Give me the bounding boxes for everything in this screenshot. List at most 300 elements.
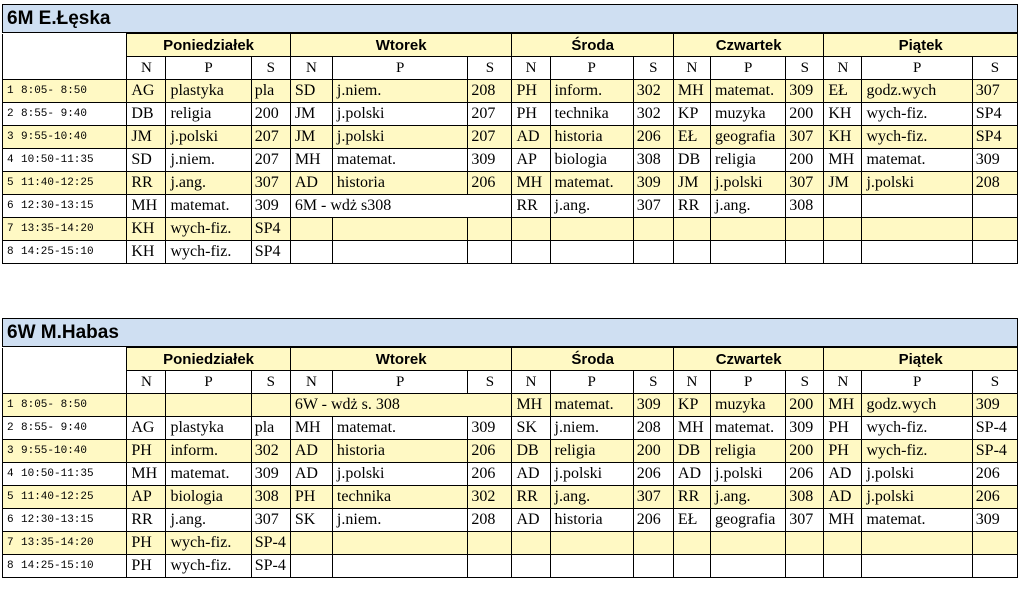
room-cell: SP4 [972, 103, 1017, 126]
room-cell: 302 [633, 80, 673, 103]
subject-cell: j.ang. [550, 486, 633, 509]
day-header: Piątek [824, 34, 1018, 57]
teacher-cell: MH [673, 417, 710, 440]
room-cell: 309 [786, 80, 824, 103]
room-cell: 309 [251, 463, 290, 486]
teacher-cell [673, 241, 710, 264]
teacher-cell: KH [127, 241, 166, 264]
day-header: Czwartek [673, 34, 823, 57]
room-cell: SP4 [251, 241, 290, 264]
teacher-cell [290, 241, 332, 264]
room-cell: 302 [251, 440, 290, 463]
lesson-number: 1 [7, 85, 14, 97]
teacher-cell [824, 241, 862, 264]
room-cell: 208 [468, 509, 512, 532]
lesson-number: 7 [7, 537, 14, 549]
subject-cell: j.ang. [711, 486, 786, 509]
timetable-6w [2, 318, 1018, 578]
teacher-cell: AD [512, 463, 550, 486]
teacher-cell [127, 394, 166, 417]
teacher-cell: KP [673, 394, 710, 417]
room-cell: 309 [972, 394, 1017, 417]
column-header: S [972, 371, 1017, 394]
subject-cell: inform. [550, 80, 633, 103]
teacher-cell [512, 241, 550, 264]
column-header: P [711, 57, 786, 80]
subject-cell: historia [550, 509, 633, 532]
room-cell: 307 [972, 80, 1017, 103]
lesson-time: 8:55- 9:40 [21, 422, 88, 434]
subject-cell: matemat. [550, 172, 633, 195]
lesson-time-cell [3, 394, 127, 417]
lesson-row [3, 218, 1018, 241]
room-cell: SP4 [251, 218, 290, 241]
room-cell: 308 [251, 486, 290, 509]
room-cell: 207 [251, 149, 290, 172]
lesson-row [3, 486, 1018, 509]
teacher-cell: JM [127, 126, 166, 149]
room-cell: 206 [633, 509, 673, 532]
teacher-cell: AD [512, 509, 550, 532]
room-cell [972, 195, 1017, 218]
subject-cell: muzyka [711, 103, 786, 126]
lesson-number: 6 [7, 514, 14, 526]
teacher-cell: KH [824, 126, 862, 149]
teacher-cell: PH [512, 103, 550, 126]
room-cell: 309 [972, 509, 1017, 532]
room-cell: 206 [972, 463, 1017, 486]
teacher-cell: AD [673, 463, 710, 486]
subject-cell: biologia [166, 486, 251, 509]
subject-cell: plastyka [166, 80, 251, 103]
teacher-cell [512, 218, 550, 241]
teacher-cell: MH [824, 149, 862, 172]
subject-cell [332, 555, 467, 578]
room-cell: 308 [786, 195, 824, 218]
subject-cell: historia [332, 440, 467, 463]
lesson-time: 11:40-12:25 [21, 491, 94, 503]
lesson-row [3, 103, 1018, 126]
room-cell [251, 394, 290, 417]
lesson-time: 9:55-10:40 [21, 445, 88, 457]
subject-cell: technika [550, 103, 633, 126]
day-header: Środa [512, 34, 673, 57]
day-header-row [3, 348, 1018, 371]
room-cell: 309 [972, 149, 1017, 172]
subject-cell: wych-fiz. [862, 103, 972, 126]
lesson-row [3, 555, 1018, 578]
teacher-cell: PH [824, 417, 862, 440]
room-cell: 207 [251, 126, 290, 149]
subject-cell: j.polski [862, 463, 972, 486]
room-cell [786, 532, 824, 555]
teacher-cell: JM [290, 103, 332, 126]
lesson-time-cell [3, 486, 127, 509]
subject-cell: j.ang. [166, 172, 251, 195]
teacher-cell: AD [824, 463, 862, 486]
column-header: P [166, 371, 251, 394]
subject-cell [332, 218, 467, 241]
subject-cell: j.ang. [550, 195, 633, 218]
lesson-time: 8:55- 9:40 [21, 108, 88, 120]
room-cell: 309 [633, 172, 673, 195]
column-header: P [550, 57, 633, 80]
teacher-cell: MH [512, 172, 550, 195]
lesson-number: 7 [7, 223, 14, 235]
room-cell [972, 241, 1017, 264]
corner-cell [3, 34, 127, 80]
subject-cell: j.ang. [711, 195, 786, 218]
subject-cell [332, 241, 467, 264]
room-cell: 206 [786, 463, 824, 486]
lesson-time: 10:50-11:35 [21, 154, 94, 166]
column-header: N [673, 57, 710, 80]
room-cell: 309 [251, 195, 290, 218]
lesson-time-cell [3, 463, 127, 486]
teacher-cell: AD [290, 440, 332, 463]
lesson-time: 12:30-13:15 [21, 514, 94, 526]
subject-cell [711, 532, 786, 555]
lesson-time-cell [3, 149, 127, 172]
lesson-row [3, 394, 1018, 417]
teacher-cell [824, 218, 862, 241]
room-cell: 307 [786, 172, 824, 195]
lesson-time: 13:35-14:20 [21, 223, 94, 235]
teacher-cell: MH [290, 417, 332, 440]
subject-cell: j.polski [550, 463, 633, 486]
teacher-cell: PH [824, 440, 862, 463]
subject-cell: wych-fiz. [166, 555, 251, 578]
room-cell: 308 [786, 486, 824, 509]
subject-cell [711, 218, 786, 241]
day-header: Wtorek [290, 348, 512, 371]
room-cell: 206 [633, 463, 673, 486]
room-cell: SP-4 [251, 532, 290, 555]
teacher-cell: MH [824, 509, 862, 532]
column-header: P [711, 371, 786, 394]
teacher-cell: AG [127, 417, 166, 440]
column-header: N [512, 57, 550, 80]
subject-cell: j.polski [332, 463, 467, 486]
timetable-6m [2, 4, 1018, 264]
room-cell: 309 [633, 394, 673, 417]
room-cell: 307 [633, 195, 673, 218]
room-cell: 309 [468, 417, 512, 440]
room-cell: 309 [786, 417, 824, 440]
day-header: Czwartek [673, 348, 823, 371]
teacher-cell: JM [824, 172, 862, 195]
lesson-number: 3 [7, 445, 14, 457]
teacher-cell [290, 555, 332, 578]
corner-cell [3, 348, 127, 394]
subject-cell: wych-fiz. [862, 126, 972, 149]
subject-cell [862, 532, 972, 555]
teacher-cell [673, 532, 710, 555]
lesson-number: 5 [7, 491, 14, 503]
room-cell: 200 [786, 149, 824, 172]
column-header: P [332, 57, 467, 80]
room-cell: 200 [786, 103, 824, 126]
room-cell [972, 218, 1017, 241]
teacher-cell: AD [824, 486, 862, 509]
lesson-time-cell [3, 509, 127, 532]
room-cell: 208 [633, 417, 673, 440]
teacher-cell: MH [127, 195, 166, 218]
lesson-time-cell [3, 80, 127, 103]
room-cell: 208 [468, 80, 512, 103]
column-header: N [290, 371, 332, 394]
room-cell: 200 [251, 103, 290, 126]
room-cell [972, 555, 1017, 578]
lesson-time-cell [3, 172, 127, 195]
room-cell: 307 [251, 509, 290, 532]
subject-cell [550, 241, 633, 264]
lesson-time-cell [3, 241, 127, 264]
teacher-cell: MH [824, 394, 862, 417]
subject-cell: technika [332, 486, 467, 509]
subject-cell: geografia [711, 126, 786, 149]
subject-cell: wych-fiz. [166, 218, 251, 241]
day-header: Wtorek [290, 34, 512, 57]
teacher-cell: AD [512, 126, 550, 149]
teacher-cell: SD [290, 80, 332, 103]
room-cell: 208 [972, 172, 1017, 195]
subject-cell: matemat. [332, 149, 467, 172]
teacher-cell: AP [127, 486, 166, 509]
lesson-number: 2 [7, 422, 14, 434]
room-cell: 207 [468, 126, 512, 149]
lesson-time-cell [3, 440, 127, 463]
teacher-cell [290, 532, 332, 555]
column-header: S [786, 57, 824, 80]
lesson-time-cell [3, 218, 127, 241]
teacher-cell: KH [824, 103, 862, 126]
subject-cell: godz.wych [862, 80, 972, 103]
subject-cell [711, 555, 786, 578]
room-cell: SP-4 [972, 440, 1017, 463]
column-header: S [251, 57, 290, 80]
room-cell [633, 218, 673, 241]
subject-cell: matemat. [550, 394, 633, 417]
teacher-cell: DB [127, 103, 166, 126]
subject-cell: muzyka [711, 394, 786, 417]
teacher-cell: RR [673, 195, 710, 218]
subject-cell: j.polski [711, 463, 786, 486]
room-cell: 309 [468, 149, 512, 172]
room-cell [786, 218, 824, 241]
lesson-row [3, 532, 1018, 555]
teacher-cell: PH [290, 486, 332, 509]
lesson-row [3, 126, 1018, 149]
column-header: S [251, 371, 290, 394]
subject-cell [862, 195, 972, 218]
teacher-cell: RR [512, 195, 550, 218]
column-header: N [127, 371, 166, 394]
teacher-cell: RR [127, 509, 166, 532]
subject-cell: historia [332, 172, 467, 195]
column-header: N [512, 371, 550, 394]
room-cell [633, 555, 673, 578]
teacher-cell: SK [290, 509, 332, 532]
room-cell: pla [251, 417, 290, 440]
lesson-row [3, 80, 1018, 103]
subject-cell [550, 532, 633, 555]
lesson-time-cell [3, 417, 127, 440]
column-header: N [824, 57, 862, 80]
subject-cell: historia [550, 126, 633, 149]
subject-cell: j.polski [711, 172, 786, 195]
teacher-cell: PH [127, 532, 166, 555]
teacher-cell: JM [673, 172, 710, 195]
teacher-cell: EŁ [673, 126, 710, 149]
class-title: 6M E.Łęska [2, 4, 1018, 33]
room-cell [468, 241, 512, 264]
subject-cell: j.niem. [550, 417, 633, 440]
subject-cell [711, 241, 786, 264]
column-header: N [673, 371, 710, 394]
room-cell: 206 [633, 126, 673, 149]
day-header: Poniedziałek [127, 34, 290, 57]
lesson-time: 11:40-12:25 [21, 177, 94, 189]
teacher-cell: AP [512, 149, 550, 172]
teacher-cell: RR [127, 172, 166, 195]
subject-cell: wych-fiz. [166, 532, 251, 555]
teacher-cell: PH [127, 555, 166, 578]
column-header: P [550, 371, 633, 394]
room-cell: 206 [468, 172, 512, 195]
subject-cell: j.niem. [166, 149, 251, 172]
subject-cell [550, 218, 633, 241]
room-cell [468, 218, 512, 241]
subject-cell: matemat. [711, 417, 786, 440]
room-cell: pla [251, 80, 290, 103]
room-cell: 200 [786, 440, 824, 463]
lesson-time-cell [3, 103, 127, 126]
subject-cell [550, 555, 633, 578]
room-cell [972, 532, 1017, 555]
room-cell: SP4 [972, 126, 1017, 149]
subject-cell: wych-fiz. [862, 417, 972, 440]
lesson-number: 6 [7, 200, 14, 212]
lesson-row [3, 509, 1018, 532]
column-header-row [3, 371, 1018, 394]
column-header: P [862, 371, 972, 394]
column-header: S [972, 57, 1017, 80]
column-header: P [166, 57, 251, 80]
lesson-number: 8 [7, 560, 14, 572]
lesson-time: 9:55-10:40 [21, 131, 88, 143]
subject-cell: inform. [166, 440, 251, 463]
subject-cell [862, 218, 972, 241]
room-cell: 307 [633, 486, 673, 509]
subject-cell: religia [166, 103, 251, 126]
lesson-row [3, 417, 1018, 440]
teacher-cell: EŁ [673, 509, 710, 532]
room-cell: 200 [633, 440, 673, 463]
lesson-number: 2 [7, 108, 14, 120]
subject-cell: religia [550, 440, 633, 463]
lesson-time: 13:35-14:20 [21, 537, 94, 549]
column-header: P [332, 371, 467, 394]
teacher-cell: MH [127, 463, 166, 486]
column-header: S [468, 57, 512, 80]
subject-cell: godz.wych [862, 394, 972, 417]
teacher-cell [824, 195, 862, 218]
lesson-number: 5 [7, 177, 14, 189]
day-header: Poniedziałek [127, 348, 290, 371]
teacher-cell [673, 218, 710, 241]
subject-cell [862, 241, 972, 264]
lesson-row [3, 195, 1018, 218]
teacher-cell: PH [127, 440, 166, 463]
lesson-time-cell [3, 195, 127, 218]
room-cell [468, 555, 512, 578]
subject-cell: j.polski [862, 486, 972, 509]
teacher-cell: AG [127, 80, 166, 103]
subject-cell: plastyka [166, 417, 251, 440]
lesson-time: 14:25-15:10 [21, 560, 94, 572]
lesson-number: 1 [7, 399, 14, 411]
timetable [2, 347, 1018, 578]
teacher-cell: EŁ [824, 80, 862, 103]
lesson-row [3, 463, 1018, 486]
subject-cell: j.polski [332, 103, 467, 126]
lesson-row [3, 149, 1018, 172]
teacher-cell: JM [290, 126, 332, 149]
subject-cell: religia [711, 440, 786, 463]
lesson-time: 12:30-13:15 [21, 200, 94, 212]
day-header-row [3, 34, 1018, 57]
teacher-cell: DB [673, 149, 710, 172]
subject-cell: matemat. [862, 149, 972, 172]
column-header: S [633, 57, 673, 80]
teacher-cell [824, 532, 862, 555]
room-cell [633, 532, 673, 555]
merged-lesson-cell: 6M - wdż s308 [290, 195, 512, 218]
teacher-cell: MH [290, 149, 332, 172]
lesson-time-cell [3, 555, 127, 578]
lesson-time: 8:05- 8:50 [21, 85, 88, 97]
teacher-cell: KH [127, 218, 166, 241]
lesson-number: 3 [7, 131, 14, 143]
lesson-time-cell [3, 126, 127, 149]
subject-cell: matemat. [332, 417, 467, 440]
teacher-cell [512, 532, 550, 555]
room-cell: 307 [786, 509, 824, 532]
subject-cell: matemat. [862, 509, 972, 532]
lesson-time: 10:50-11:35 [21, 468, 94, 480]
column-header: N [824, 371, 862, 394]
day-header: Środa [512, 348, 673, 371]
subject-cell [166, 394, 251, 417]
teacher-cell: DB [673, 440, 710, 463]
room-cell: 206 [468, 463, 512, 486]
subject-cell: wych-fiz. [166, 241, 251, 264]
subject-cell: j.polski [862, 172, 972, 195]
teacher-cell: MH [673, 80, 710, 103]
lesson-time: 8:05- 8:50 [21, 399, 88, 411]
lesson-number: 4 [7, 154, 14, 166]
subject-cell: biologia [550, 149, 633, 172]
subject-cell: j.niem. [332, 509, 467, 532]
column-header-row [3, 57, 1018, 80]
room-cell: 302 [468, 486, 512, 509]
room-cell [786, 241, 824, 264]
room-cell [633, 241, 673, 264]
lesson-row [3, 172, 1018, 195]
subject-cell: matemat. [166, 195, 251, 218]
column-header: N [127, 57, 166, 80]
